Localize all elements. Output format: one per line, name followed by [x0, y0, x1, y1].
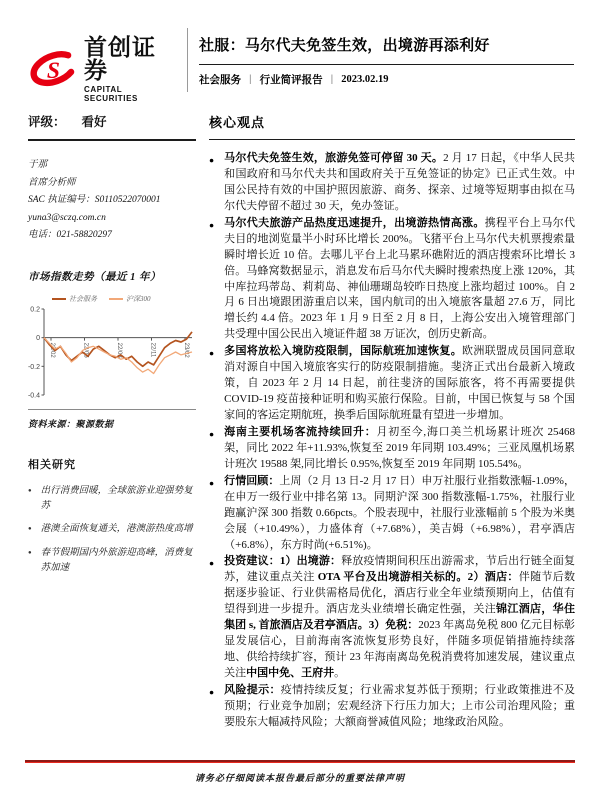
bullet-item — [209, 425, 575, 473]
rating-value: 看好 — [81, 115, 107, 129]
svg-text:-0.4: -0.4 — [28, 392, 40, 400]
list-item — [28, 484, 196, 513]
source-note: 资料来源：聚源数据 — [28, 418, 114, 429]
market-chart-svg — [28, 304, 196, 400]
bullet-marker-icon: ● — [209, 477, 215, 488]
bullet-marker-icon: ● — [209, 348, 215, 359]
logo-en: CAPITAL SECURITIES — [83, 85, 138, 103]
svg-text:22/11: 22/11 — [149, 342, 156, 358]
meta-separator: | — [330, 74, 334, 85]
list-item — [28, 522, 196, 537]
core-views — [209, 112, 575, 732]
legend-label: 沪深300 — [126, 294, 151, 303]
sidebar — [28, 112, 196, 584]
rating-label: 评级： — [28, 115, 66, 129]
bullet-item — [209, 151, 575, 215]
header-divider — [187, 28, 188, 92]
related-research-list — [28, 484, 196, 576]
core-views-rule — [209, 139, 575, 140]
bullet-marker-icon: ● — [209, 428, 215, 439]
bullet-item — [209, 683, 575, 731]
bullet-marker-icon: ● — [209, 686, 215, 697]
svg-text:22/02: 22/02 — [49, 342, 55, 358]
bullet-item — [209, 474, 575, 554]
report-title: 社服：马尔代夫免签生效，出境游再添利好 — [199, 37, 490, 54]
logo-cn: 首创证券 — [83, 34, 156, 83]
analyst-title: 首席分析师 — [28, 177, 76, 188]
bullet-dot-icon: ● — [28, 487, 32, 494]
legend-entry — [52, 294, 97, 304]
related-research-title: 相关研究 — [28, 458, 76, 471]
legend-swatch — [109, 298, 123, 300]
legend-label: 社会服务 — [69, 294, 97, 303]
bullet-dot-icon: ● — [28, 526, 32, 533]
svg-text:23/02: 23/02 — [183, 342, 189, 358]
bullet-dot-icon: ● — [28, 549, 32, 556]
bullet-marker-icon: ● — [209, 155, 215, 165]
company-logo — [28, 26, 178, 103]
bullet-text: 多国将放松入境防疫限制，国际航班加速恢复。欧洲联盟成员国同意取消对源自中国入境旅客实行的防疫限制措施。斐济正式出台最新入境政策，自 2023 年 2 月 14 日起，前往斐济的国际旅客，将不再需要提供 COVID-19 疫苗接种证明和购买旅行保险。目前，中国已恢复与 58 个国家间的客运定期航班，换季后国际航班量有望进一步增加。 — [224, 345, 576, 421]
rating-row — [28, 112, 196, 130]
page-footer — [25, 760, 575, 784]
bullet-marker-icon: ● — [209, 558, 215, 569]
market-chart-title: 市场指数走势（最近 1 年） — [28, 271, 161, 283]
svg-text:0: 0 — [36, 334, 40, 342]
report-category: 社会服务 — [199, 74, 241, 86]
rating-rule — [28, 139, 196, 141]
core-views-heading: 核心观点 — [209, 115, 266, 130]
bullet-text: 马尔代夫旅游产品热度迅速提升，出境游热情高涨。携程平台上马尔代夫目的地浏览量半小时环比增长 200%。飞猪平台上马尔代夫机票搜索量瞬时增长近 10 倍。去哪儿平台上北马累环礁附近的酒店搜索环比增长 3 倍。马蜂窝数据显示，消息发布后马尔代夫瞬时搜索热度上涨 120%，其中库拉玛蒂岛、莉莉岛、神仙珊瑚岛较昨日热度上涨均超过 100%。自 2 月 6 日出境跟团游重启以来，国内航司的出入境旅客量超 27.6 万，同比增长约 4.4 倍。2023 年 1 月 9 日至 2 月 8 日，上海公安出入境管理部门共受理中国公民出入境证件超 38 万证次，创历史新高。 — [224, 216, 576, 341]
report-date: 2023.02.19 — [341, 74, 389, 85]
core-views-list — [209, 151, 575, 731]
svg-text:0.2: 0.2 — [30, 306, 40, 314]
bullet-item — [209, 216, 575, 344]
bullet-item — [209, 344, 575, 424]
bullet-text: 马尔代夫免签生效，旅游免签可停留 30 天。2 月 17 日起，《中华人民共和国政府和马尔代夫共和国政府关于互免签证的协定》已正式生效。中国公民持有效的中国护照因旅游、商务、探亲、过境等短期事由拟在马尔代夫停留不超过 30 天，免办签证。 — [224, 152, 576, 212]
list-item — [28, 546, 196, 575]
analyst-name: 于那 — [28, 160, 48, 170]
report-meta — [199, 72, 574, 87]
market-chart — [28, 294, 196, 410]
bullet-text: 行情回顾：上周（2 月 13 日-2 月 17 日）申万社服行业指数涨幅-1.09%，在申万一级行业中排名第 13。同期沪深 300 指数涨幅-1.75%，社服行业跑赢沪深 300 指数 0.66pcts。个股表现中，社服行业涨幅前 5 个股为米奥会展（+10.49%），力盛体育（+7.68%），美吉姆（+6.98%），君亭酒店（+6.8%），东方时尚(+6.51%)。 — [224, 474, 576, 551]
footer-rule-bright — [25, 762, 575, 764]
related-item-text: 春节假期国内外旅游迎高峰，消费复苏加速 — [40, 547, 193, 573]
bullet-text: 风险提示：疫情持续反复；行业需求复苏低于预期；行业政策推进不及预期；行业竞争加剧；宏观经济下行压力加大；上市公司治理风险；重要股东大幅减持风险；大额商誉减值风险；地缘政治风险。 — [224, 683, 576, 728]
legend-entry — [109, 294, 151, 304]
report-type: 行业简评报告 — [259, 74, 323, 86]
bullet-item — [209, 554, 575, 682]
report-header — [28, 26, 574, 103]
legend-swatch — [52, 298, 66, 300]
analyst-block — [28, 157, 196, 245]
svg-text:22/08: 22/08 — [116, 342, 122, 358]
related-item-text: 港澳全面恢复通关，港澳游热度高增 — [40, 524, 193, 535]
meta-separator: | — [249, 74, 252, 85]
analyst-sac: SAC 执证编号：S0110522070001 — [28, 195, 161, 206]
svg-text:S: S — [46, 57, 61, 84]
related-item-text: 出行消费回暖，全球旅游业迎强势复苏 — [40, 485, 193, 511]
bullet-marker-icon: ● — [209, 219, 215, 230]
chart-legend — [28, 294, 196, 304]
title-rule — [199, 64, 574, 65]
svg-text:-0.2: -0.2 — [28, 363, 40, 371]
bullet-text: 海南主要机场客流持续回升：月初至今,海口美兰机场累计班次 25468 架，同比 2022 年+11.93%,恢复至 2019 年同期 103.49%；三亚凤凰机场累计班次 19588 架,同比增长 0.95%,恢复至 2019 年同期 105.54%。 — [224, 425, 576, 470]
footer-disclaimer: 请务必仔细阅读本报告最后部分的重要法律声明 — [194, 773, 405, 783]
logo-mark-icon — [28, 49, 77, 91]
analyst-email: yuna3@sczq.com.cn — [28, 212, 106, 223]
bullet-text: 投资建议：1）出境游：释放疫情期间积压出游需求，节后出行链全面复苏，建议重点关注 OTA 平台及出境游相关标的。2）酒店：伴随节后数据逐步验证、行业供需格局优化，酒店行业全年业绩预期向上，估值有望得到进一步提升。酒店龙头业绩增长确定性强，关注锦江酒店，华住集团 s, 首旅酒店及君亭酒店。3）免税：2023 年离岛免税 800 亿元目标彰显发展信心，目前海南客流恢复形势良好，伴随多项促销措施持续落地、供给持续扩容，预计 23 年海南离岛免税消费将加速发展，建议重点关注中国中免、王府井。 — [224, 555, 576, 679]
svg-text:22/05: 22/05 — [82, 342, 89, 358]
analyst-phone: 电话：021-58820297 — [28, 230, 112, 241]
